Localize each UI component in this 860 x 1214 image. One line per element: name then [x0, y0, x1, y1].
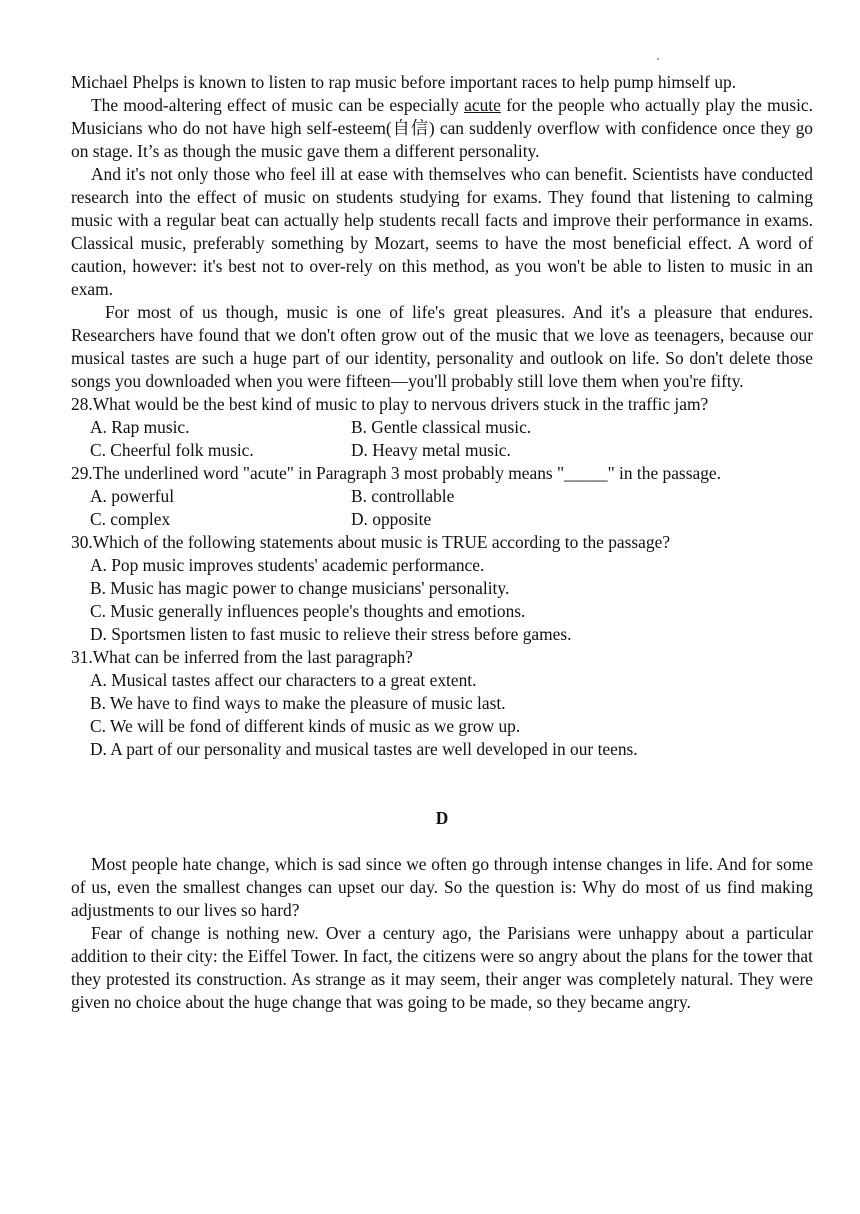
question-30-option-a: A. Pop music improves students' academic performance. — [90, 555, 485, 575]
underlined-word-acute: acute — [464, 95, 501, 115]
question-31-option-a: A. Musical tastes affect our characters to a great extent. — [90, 670, 477, 690]
question-28-option-c: C. Cheerful folk music. — [90, 440, 254, 460]
question-28-option-b: B. Gentle classical music. — [351, 417, 532, 437]
question-31-option-c: C. We will be fond of different kinds of music as we grow up. — [90, 716, 521, 736]
p2-text-before: The mood-altering effect of music can be especially — [91, 95, 465, 115]
section-title-d: D — [435, 808, 449, 828]
document-page — [71, 71, 813, 1014]
p2-text-after: for the people who actually play the music. Musicians who do not have high self-esteem(自信) can suddenly overflow with confidence once they go on stage. It’s as though the music gave them a different personality. — [71, 95, 813, 161]
scan-speck — [657, 58, 659, 60]
question-30-option-d: D. Sportsmen listen to fast music to relieve their stress before games. — [90, 624, 572, 644]
question-28-stem: 28.What would be the best kind of music to play to nervous drivers stuck in the traffic jam? — [71, 394, 709, 414]
question-31-option-b: B. We have to find ways to make the pleasure of music last. — [90, 693, 506, 713]
question-29-option-b: B. controllable — [351, 486, 455, 506]
passage-c-paragraph-4: For most of us though, music is one of life's great pleasures. And it's a pleasure that endures. Researchers have found that we don't often grow out of the music that we love as teenagers, because our musical tastes are such a huge part of our identity, personality and outlook on life. So don't delete those songs you downloaded when you were fifteen—you'll probably still love them when you're fifty. — [71, 302, 813, 391]
question-29-option-d: D. opposite — [351, 509, 432, 529]
passage-c-paragraph-1: Michael Phelps is known to listen to rap music before important races to help pump himself up. — [71, 72, 737, 92]
question-31-stem: 31.What can be inferred from the last paragraph? — [71, 647, 413, 667]
question-28-option-d: D. Heavy metal music. — [351, 440, 511, 460]
passage-c-paragraph-2 — [71, 94, 813, 163]
question-29-option-a: A. powerful — [90, 486, 175, 506]
question-29-stem: 29.The underlined word "acute" in Paragraph 3 most probably means "_____" in the passage. — [71, 463, 721, 483]
question-31-option-d: D. A part of our personality and musical tastes are well developed in our teens. — [90, 739, 638, 759]
passage-d-paragraph-2: Fear of change is nothing new. Over a century ago, the Parisians were unhappy about a particular addition to their city: the Eiffel Tower. In fact, the citizens were so angry about the plans for the tower that they protested its construction. As strange as it may seem, their anger was completely natural. They were given no choice about the huge change that was going to be made, so they became angry. — [71, 923, 813, 1012]
question-30-option-b: B. Music has magic power to change musicians' personality. — [90, 578, 510, 598]
question-28-options — [71, 416, 813, 462]
question-28-option-a: A. Rap music. — [90, 417, 190, 437]
question-29-option-c: C. complex — [90, 509, 171, 529]
passage-c-paragraph-3: And it's not only those who feel ill at ease with themselves who can benefit. Scientists have conducted research into the effect of music on students studying for exams. They found that listening to calming music with a regular beat can actually help students recall facts and improve their performance in exams. Classical music, preferably something by Mozart, seems to have the most beneficial effect. A word of caution, however: it's best not to over-rely on this method, as you won't be able to listen to music in an exam. — [71, 164, 813, 299]
question-30-stem: 30.Which of the following statements about music is TRUE according to the passage? — [71, 532, 671, 552]
question-30-option-c: C. Music generally influences people's thoughts and emotions. — [90, 601, 526, 621]
question-29-options — [71, 485, 813, 531]
passage-d-paragraph-1: Most people hate change, which is sad since we often go through intense changes in life. And for some of us, even the smallest changes can upset our day. So the question is: Why do most of us find making adjustments to our lives so hard? — [71, 854, 813, 920]
